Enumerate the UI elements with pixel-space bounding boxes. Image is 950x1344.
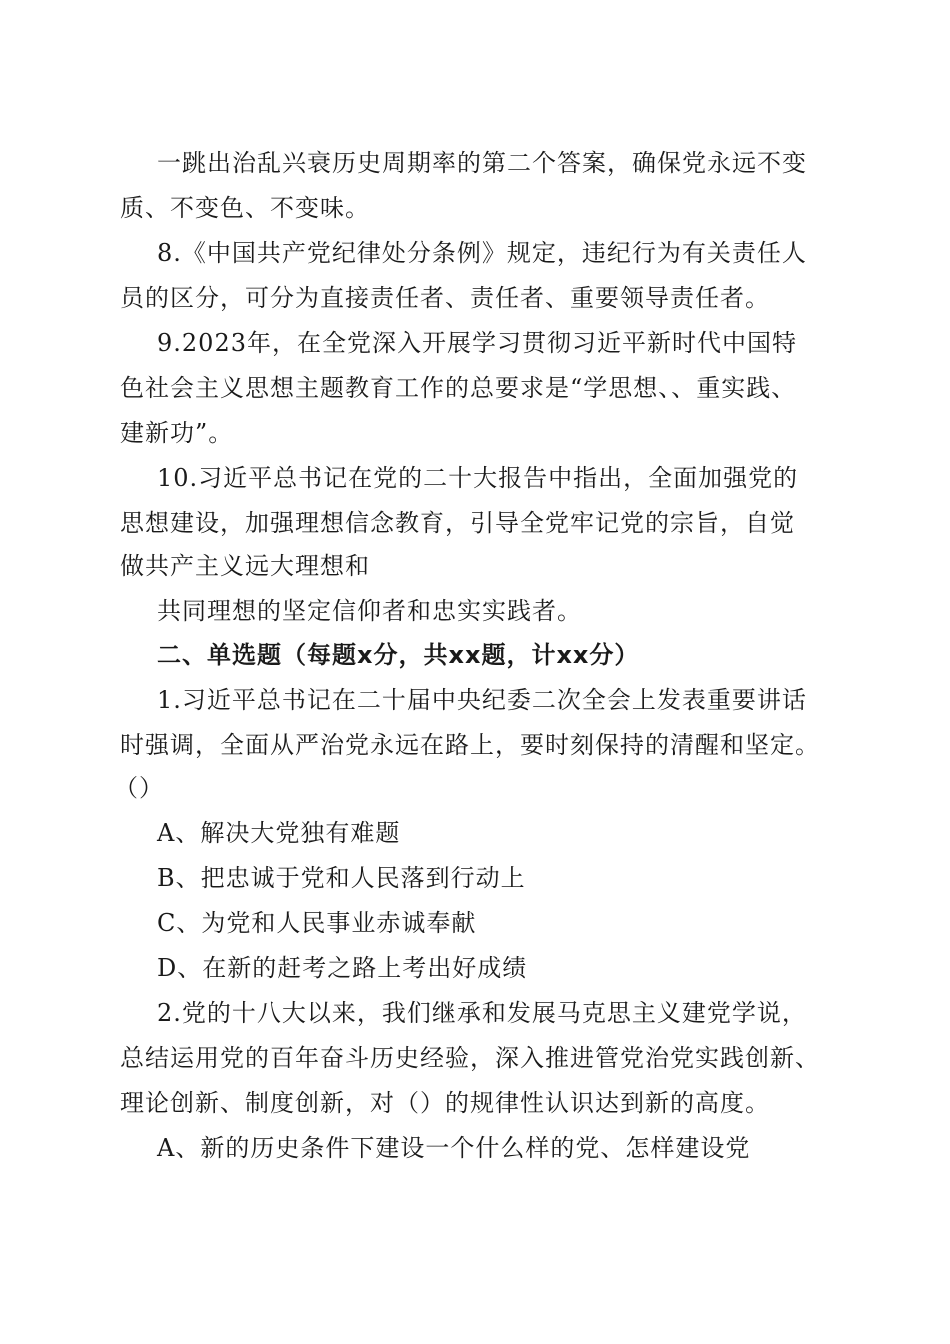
text-line: 时强调，全面从严治党永远在路上，要时刻保持的清醒和坚定。 bbox=[120, 731, 820, 759]
question-8: 8.《中国共产党纪律处分条例》规定，违纪行为有关责任人 bbox=[157, 239, 807, 267]
question-9: 9.2023年，在全党深入开展学习贯彻习近平新时代中国特 bbox=[157, 329, 797, 357]
text-line: 做共产主义远大理想和 bbox=[120, 552, 370, 580]
text-line: 建新功”。 bbox=[120, 419, 234, 447]
text-line: 色社会主义思想主题教育工作的总要求是“学思想、、重实践、 bbox=[120, 374, 797, 402]
question-10: 10.习近平总书记在党的二十大报告中指出，全面加强党的 bbox=[157, 464, 799, 492]
text-line: 质、不变色、不变味。 bbox=[120, 194, 370, 222]
single-choice-question-1: 1.习近平总书记在二十届中央纪委二次全会上发表重要讲话 bbox=[157, 686, 807, 714]
option-a: A、新的历史条件下建设一个什么样的党、怎样建设党 bbox=[157, 1134, 751, 1162]
text-line: 理论创新、制度创新，对（）的规律性认识达到新的高度。 bbox=[120, 1089, 770, 1117]
text-line: 总结运用党的百年奋斗历史经验，深入推进管党治党实践创新、 bbox=[120, 1044, 820, 1072]
option-b: B、把忠诚于党和人民落到行动上 bbox=[157, 864, 526, 892]
section-heading: 二、单选题（每题x分，共xx题，计xx分） bbox=[157, 641, 640, 669]
text-line: 一跳出治乱兴衰历史周期率的第二个答案，确保党永远不变 bbox=[157, 149, 807, 177]
option-d: D、在新的赶考之路上考出好成绩 bbox=[157, 954, 528, 982]
text-line: 共同理想的坚定信仰者和忠实实践者。 bbox=[157, 597, 582, 625]
single-choice-question-2: 2.党的十八大以来，我们继承和发展马克思主义建党学说， bbox=[157, 999, 807, 1027]
text-line: 思想建设，加强理想信念教育，引导全党牢记党的宗旨，自觉 bbox=[120, 509, 795, 537]
option-a: A、解决大党独有难题 bbox=[157, 819, 401, 847]
answer-blank: （） bbox=[114, 774, 164, 802]
option-c: C、为党和人民事业赤诚奉献 bbox=[157, 909, 477, 937]
text-line: 员的区分，可分为直接责任者、责任者、重要领导责任者。 bbox=[120, 284, 770, 312]
